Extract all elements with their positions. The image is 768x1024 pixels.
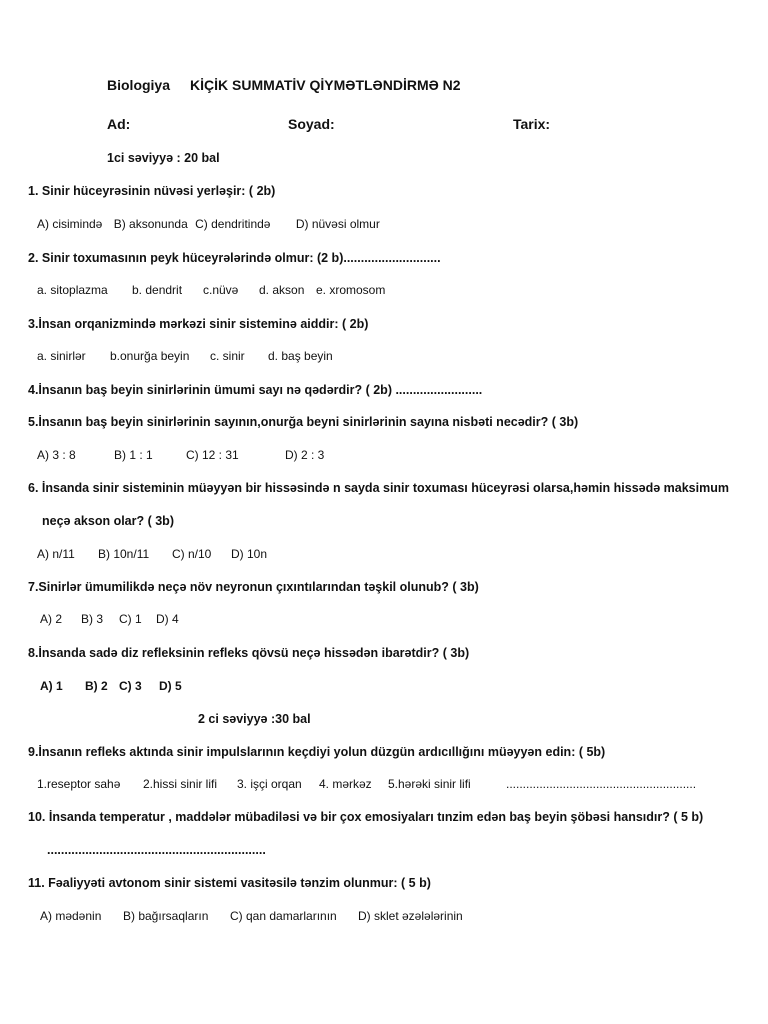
q2-option-d: d. akson — [259, 283, 305, 297]
question-5: 5.İnsanın baş beyin sinirlərinin sayının,onurğa beyni sinirlərinin sayına nisbəti necədir? ( 3b) — [28, 415, 579, 429]
q11-option-a: A) mədənin — [40, 909, 102, 923]
level-2-heading: 2 ci səviyyə :30 bal — [198, 712, 311, 726]
question-1-options — [37, 217, 380, 231]
question-1: 1. Sinir hüceyrəsinin nüvəsi yerləşir: ( 2b) — [28, 184, 276, 198]
q2-option-c: c.nüvə — [203, 283, 239, 297]
q8-option-b: B) 2 — [85, 679, 108, 693]
q8-option-a: A) 1 — [40, 679, 63, 693]
q7-option-a: A) 2 — [40, 612, 63, 626]
question-6-continued: neçə akson olar? ( 3b) — [42, 514, 174, 528]
q5-option-a: A) 3 : 8 — [37, 448, 76, 462]
q8-option-d: D) 5 — [159, 679, 182, 693]
q8-option-c: C) 3 — [119, 679, 142, 693]
question-7: 7.Sinirlər ümumilikdə neçə növ neyronun çıxıntılarından təşkil olunub? ( 3b) — [28, 580, 479, 594]
q7-option-c: C) 1 — [119, 612, 142, 626]
q1-option-b: B) aksonunda — [113, 217, 188, 231]
question-11-options — [40, 909, 463, 923]
q6-option-a: A) n/11 — [37, 547, 75, 561]
date-label: Tarix: — [513, 116, 551, 132]
q5-option-c: C) 12 : 31 — [186, 448, 239, 462]
q11-option-b: B) bağırsaqların — [123, 909, 209, 923]
question-8: 8.İnsanda sadə diz refleksinin refleks qövsü neçə hissədən ibarətdir? ( 3b) — [28, 646, 470, 660]
q1-option-d: D) nüvəsi olmur — [295, 217, 380, 231]
question-3-options — [37, 349, 333, 363]
question-11: 11. Fəaliyyəti avtonom sinir sistemi vasitəsilə tənzim olunmur: ( 5 b) — [28, 876, 431, 890]
q1-option-c: C) dendritində — [195, 217, 271, 231]
q5-option-b: B) 1 : 1 — [114, 448, 153, 462]
q9-item-3: 3. işçi orqan — [237, 777, 302, 791]
q9-answer-line: ......................................................... — [506, 777, 697, 791]
q3-option-d: d. baş beyin — [268, 349, 333, 363]
question-3: 3.İnsan orqanizmində mərkəzi sinir sisteminə aiddir: ( 2b) — [28, 317, 369, 331]
subject-label: Biologiya — [107, 77, 171, 93]
q6-option-b: B) 10n/11 — [98, 547, 150, 561]
q9-item-5: 5.hərəki sinir lifi — [388, 777, 471, 791]
question-6: 6. İnsanda sinir sisteminin müəyyən bir hissəsində n sayda sinir toxuması hüceyrəsi olarsa,həmin hissədə maksimum — [28, 481, 729, 495]
surname-label: Soyad: — [288, 116, 335, 132]
question-4: 4.İnsanın baş beyin sinirlərinin ümumi sayı nə qədərdir? ( 2b) ......................... — [28, 383, 483, 397]
q9-item-1: 1.reseptor sahə — [37, 777, 121, 791]
q7-option-b: B) 3 — [81, 612, 104, 626]
page-title: KİÇİK SUMMATİV QİYMƏTLƏNDİRMƏ N2 — [190, 77, 461, 93]
q6-option-c: C) n/10 — [172, 547, 212, 561]
question-2: 2. Sinir toxumasının peyk hüceyrələrində olmur: (2 b)............................ — [28, 251, 441, 265]
q3-option-b: b.onurğa beyin — [110, 349, 190, 363]
q1-option-a: A) cisimində — [37, 217, 103, 231]
question-5-options — [37, 448, 324, 462]
q11-option-c: C) qan damarlarının — [230, 909, 337, 923]
q3-option-c: c. sinir — [210, 349, 245, 363]
question-7-options — [40, 612, 179, 626]
q7-option-d: D) 4 — [156, 612, 179, 626]
question-10-answer-line: ............................................................... — [47, 843, 266, 857]
question-10: 10. İnsanda temperatur , maddələr mübadiləsi və bir çox emosiyaları tınzim edən baş beyin şöbəsi hansıdır? ( 5 b) — [28, 810, 704, 824]
level-1-heading: 1ci səviyyə : 20 bal — [107, 151, 220, 165]
q9-item-4: 4. mərkəz — [319, 777, 372, 791]
question-6-options — [37, 547, 267, 561]
question-2-options — [37, 283, 385, 297]
name-label: Ad: — [107, 116, 131, 132]
question-9: 9.İnsanın refleks aktında sinir impulslarının keçdiyi yolun düzgün ardıcıllığını müəyyən edin: ( 5b) — [28, 745, 606, 759]
question-8-options — [40, 679, 182, 693]
q2-option-e: e. xromosom — [316, 283, 386, 297]
q11-option-d: D) sklet əzələlərinin — [358, 909, 463, 923]
q9-item-2: 2.hissi sinir lifi — [143, 777, 218, 791]
q3-option-a: a. sinirlər — [37, 349, 86, 363]
question-9-options — [37, 777, 696, 791]
q5-option-d: D) 2 : 3 — [285, 448, 325, 462]
q2-option-b: b. dendrit — [132, 283, 183, 297]
q2-option-a: a. sitoplazma — [37, 283, 108, 297]
q6-option-d: D) 10n — [231, 547, 268, 561]
